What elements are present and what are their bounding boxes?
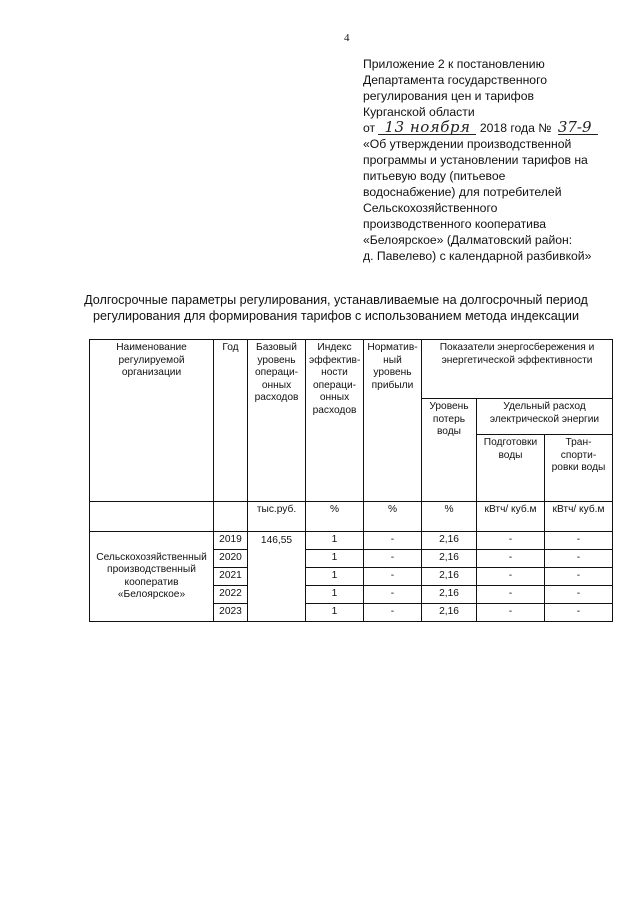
losses-cell: 2,16 (422, 568, 477, 586)
year-cell: 2023 (214, 604, 248, 622)
profit-cell: - (364, 568, 422, 586)
unit-losses: % (422, 502, 477, 532)
transport-cell: - (545, 586, 613, 604)
date-prefix: от (363, 121, 376, 135)
handwritten-number: 37-9 (558, 120, 598, 135)
profit-cell: - (364, 532, 422, 550)
losses-cell: 2,16 (422, 550, 477, 568)
appendix-line: регулирования цен и тарифов (363, 89, 534, 103)
profit-cell: - (364, 586, 422, 604)
appendix-block (363, 56, 625, 264)
decree-title-line: водоснабжение) для потребителей (363, 185, 562, 199)
decree-title-line: производственного кооператива (363, 217, 547, 231)
decree-title-line: д. Павелево) с календарной разбивкой» (363, 249, 592, 263)
document-title-line: регулирования для формирования тарифов с использованием метода индексации (93, 309, 579, 323)
decree-title-line: «Белоярское» (Далматовский район: (363, 233, 573, 247)
appendix-line: Курганской области (363, 105, 475, 119)
org-name-cell: Сельскохозяйственный производственный кооператив «Белоярское» (90, 532, 214, 622)
unit-base: тыс.руб. (248, 502, 306, 532)
date-suffix: 2018 года № (479, 121, 552, 135)
index-cell: 1 (306, 568, 364, 586)
handwritten-date: 13 ноября (378, 120, 476, 135)
header-year: Год (214, 340, 248, 502)
header-water-transport: Тран-спорти-ровки воды (545, 435, 613, 502)
losses-cell: 2,16 (422, 586, 477, 604)
table-row (90, 532, 613, 550)
prep-cell: - (477, 568, 545, 586)
scan-mark: . (172, 524, 175, 534)
appendix-line: Приложение 2 к постановлению (363, 57, 545, 71)
header-efficiency-index: Индекс эффектив-ности операци-онных расходов (306, 340, 364, 502)
decree-title-line: питьевую воду (питьевое (363, 169, 506, 183)
header-specific-consumption: Удельный расход электрической энергии (477, 399, 613, 435)
index-cell: 1 (306, 550, 364, 568)
unit-empty (214, 502, 248, 532)
year-cell: 2019 (214, 532, 248, 550)
transport-cell: - (545, 568, 613, 586)
base-opex-cell: 146,55 (248, 532, 306, 622)
header-base-opex: Базовый уровень операци-онных расходов (248, 340, 306, 502)
transport-cell: - (545, 604, 613, 622)
transport-cell: - (545, 550, 613, 568)
decree-title-line: программы и установлении тарифов на (363, 153, 588, 167)
decree-date-line (363, 120, 625, 136)
document-title (76, 292, 596, 324)
prep-cell: - (477, 550, 545, 568)
decree-title-line: «Об утверждении производственной (363, 137, 572, 151)
header-water-preparation: Подготовки воды (477, 435, 545, 502)
page-number: 4 (344, 32, 350, 44)
year-cell: 2021 (214, 568, 248, 586)
prep-cell: - (477, 586, 545, 604)
header-water-losses: Уровень потерь воды (422, 399, 477, 502)
prep-cell: - (477, 532, 545, 550)
decree-title-line: Сельскохозяйственного (363, 201, 498, 215)
index-cell: 1 (306, 532, 364, 550)
index-cell: 1 (306, 586, 364, 604)
document-title-line: Долгосрочные параметры регулирования, устанавливаемые на долгосрочный период (84, 293, 588, 307)
losses-cell: 2,16 (422, 532, 477, 550)
transport-cell: - (545, 532, 613, 550)
header-org: Наименование регулируемой организации (90, 340, 214, 502)
regulation-parameters-table (89, 339, 613, 622)
unit-prep: кВтч/ куб.м (477, 502, 545, 532)
index-cell: 1 (306, 604, 364, 622)
unit-index: % (306, 502, 364, 532)
unit-profit: % (364, 502, 422, 532)
losses-cell: 2,16 (422, 604, 477, 622)
profit-cell: - (364, 550, 422, 568)
header-energy-efficiency: Показатели энергосбережения и энергетической эффективности (422, 340, 613, 399)
unit-empty (90, 502, 214, 532)
unit-transport: кВтч/ куб.м (545, 502, 613, 532)
year-cell: 2022 (214, 586, 248, 604)
prep-cell: - (477, 604, 545, 622)
header-profit-norm: Норматив-ный уровень прибыли (364, 340, 422, 502)
appendix-line: Департамента государственного (363, 73, 548, 87)
year-cell: 2020 (214, 550, 248, 568)
profit-cell: - (364, 604, 422, 622)
